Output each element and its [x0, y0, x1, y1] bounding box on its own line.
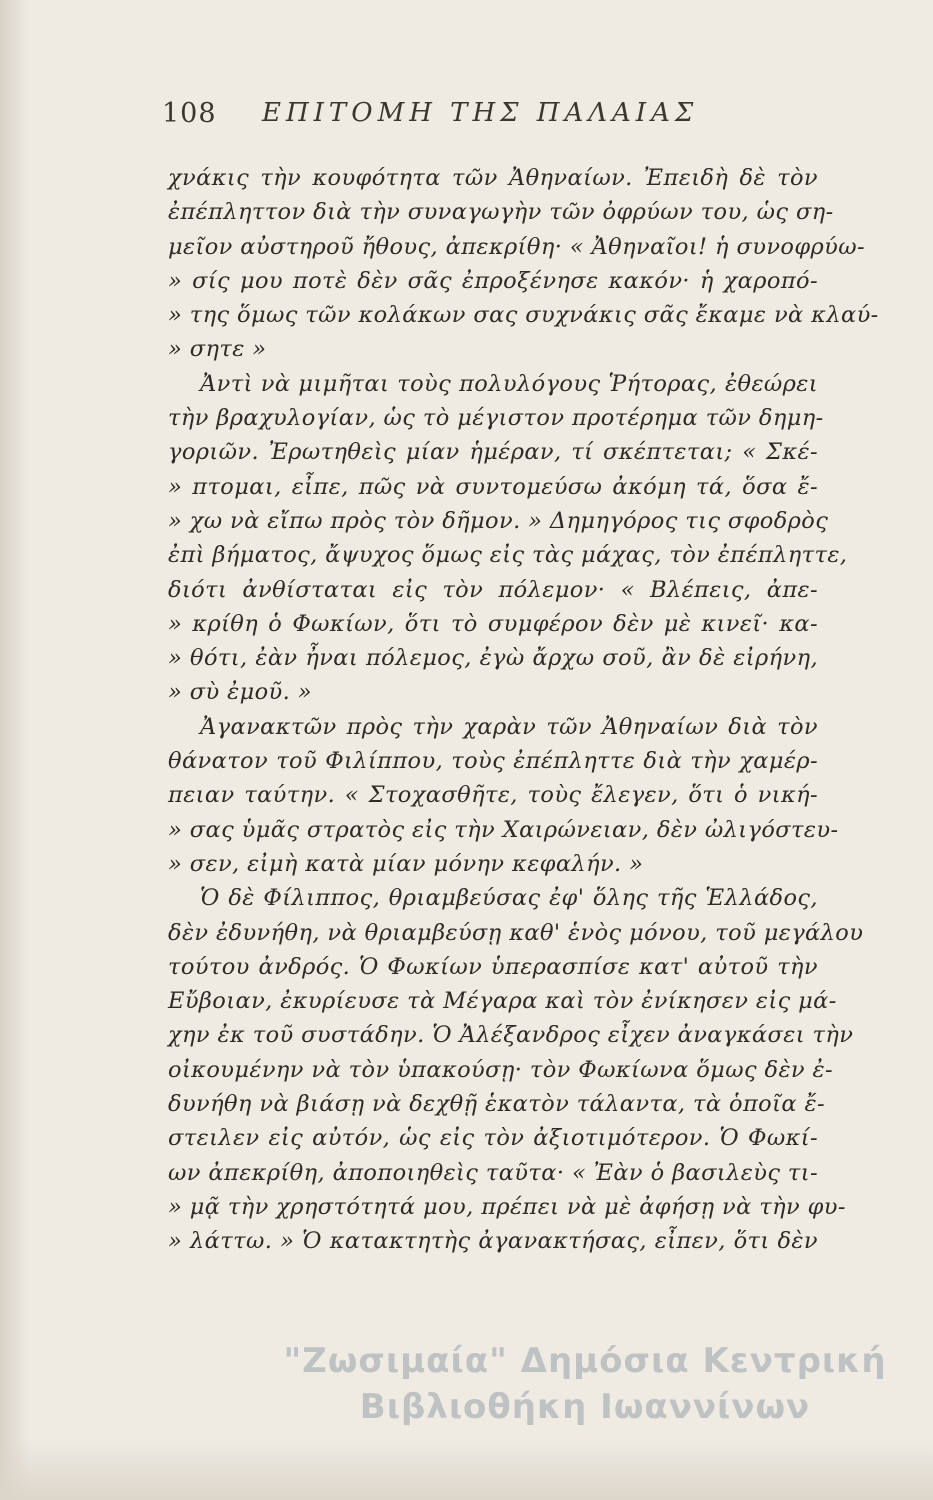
- text-line: ἐπέπληττον διὰ τὴν συναγωγὴν τῶν ὀφρύων του, ὡς ση-: [168, 199, 834, 226]
- text-line: δὲν ἐδυνήθη, νὰ θριαμβεύσῃ καθ' ἑνὸς μόνου, τοῦ μεγάλου: [168, 919, 864, 946]
- text-line: » σίς μου ποτὲ δὲν σᾶς ἐπροξένησε κακόν· ἡ χαροπό-: [168, 267, 818, 294]
- page-binding-shadow: [0, 0, 30, 1500]
- text-line: χνάκις τὴν κουφότητα τῶν Ἀθηναίων. Ἐπειδὴ δὲ τὸν: [168, 165, 818, 191]
- text-line: » σεν, εἰμὴ κατὰ μίαν μόνην κεφαλήν. »: [168, 850, 644, 877]
- text-line: τὴν βραχυλογίαν, ὡς τὸ μέγιστον προτέρημα τῶν δημη-: [168, 405, 824, 432]
- watermark-line: "Ζωσιμαία" Δημόσια Κεντρική: [283, 1341, 887, 1381]
- text-line: διότι ἀνθίσταται εἰς τὸν πόλεμον· « Βλέπεις, ἀπε-: [168, 576, 818, 603]
- text-line: δυνήθη νὰ βιάσῃ νὰ δεχθῇ ἑκατὸν τάλαντα, τὰ ὁποῖα ἔ-: [168, 1091, 825, 1118]
- text-line: » σας ὑμᾶς στρατὸς εἰς τὴν Χαιρώνειαν, δὲν ὠλιγόστευ-: [168, 816, 839, 843]
- text-line: » μᾷ τὴν χρηστότητά μου, πρέπει νὰ μὲ ἀφήσῃ νὰ τὴν φυ-: [168, 1193, 846, 1220]
- text-line: πειαν ταύτην. « Στοχασθῆτε, τοὺς ἔλεγεν, ὅτι ὁ νική-: [168, 782, 818, 809]
- text-line: τούτου ἀνδρός. Ὁ Φωκίων ὑπερασπίσε κατ' αὐτοῦ τὴν: [168, 953, 818, 980]
- body-text: [168, 161, 879, 1259]
- text-line: θάνατον τοῦ Φιλίππου, τοὺς ἐπέπληττε διὰ τὴν χαμέρ-: [168, 748, 818, 775]
- running-title: ΕΠΙΤΟΜΗ ΤΗΣ ΠΑΛΑΙΑΣ: [262, 98, 699, 128]
- text-line: » λάττω. » Ὁ κατακτητὴς ἀγανακτήσας, εἶπεν, ὅτι δὲν: [168, 1228, 818, 1255]
- text-line: οἰκουμένην νὰ τὸν ὑπακούσῃ· τὸν Φωκίωνα ὅμως δὲν ἐ-: [168, 1056, 834, 1083]
- text-line: ἐπὶ βήματος, ἄψυχος ὅμως εἰς τὰς μάχας, τὸν ἐπέπληττε,: [168, 542, 848, 569]
- text-line: στειλεν εἰς αὐτόν, ὡς εἰς τὸν ἀξιοτιμότερον. Ὁ Φωκί-: [168, 1125, 818, 1152]
- page-number: 108: [162, 98, 217, 129]
- text-line: μεῖον αὐστηροῦ ἤθους, ἀπεκρίθη· « Ἀθηναῖοι! ἡ συνοφρύω-: [168, 233, 865, 260]
- text-line: » σὺ ἐμοῦ. »: [168, 679, 312, 706]
- text-line: » θότι, ἐὰν ἦναι πόλεμος, ἐγὼ ἄρχω σοῦ, ἂν δὲ εἰρήνη,: [168, 645, 818, 672]
- text-line: Ἀγανακτῶν πρὸς τὴν χαρὰν τῶν Ἀθηναίων διὰ τὸν: [200, 713, 818, 740]
- text-line: ων ἀπεκρίθη, ἀποποιηθεὶς ταῦτα· « Ἐὰν ὁ βασιλεὺς τι-: [168, 1159, 818, 1186]
- text-line: χην ἐκ τοῦ συστάδην. Ὁ Ἀλέξανδρος εἶχεν ἀναγκάσει τὴν: [168, 1022, 854, 1049]
- text-line: γοριῶν. Ἐρωτηθεὶς μίαν ἡμέραν, τί σκέπτεται; « Σκέ-: [168, 439, 818, 466]
- text-line: Ἀντὶ νὰ μιμῆται τοὺς πολυλόγους Ῥήτορας, ἐθεώρει: [200, 370, 818, 397]
- text-line: » κρίθη ὁ Φωκίων, ὅτι τὸ συμφέρον δὲν μὲ κινεῖ· κα-: [168, 610, 818, 637]
- text-line: Εὔβοιαν, ἐκυρίευσε τὰ Μέγαρα καὶ τὸν ἐνίκησεν εἰς μά-: [168, 988, 837, 1015]
- text-line: » πτομαι, εἶπε, πῶς νὰ συντομεύσω ἀκόμη τά, ὅσα ἔ-: [168, 473, 818, 500]
- text-line: » της ὅμως τῶν κολάκων σας συχνάκις σᾶς ἔκαμε νὰ κλαύ-: [168, 302, 879, 329]
- text-line: » σητε »: [168, 336, 267, 363]
- watermark-line: Βιβλιοθήκη Ιωαννίνων: [359, 1387, 811, 1427]
- text-line: Ὁ δὲ Φίλιππος, θριαμβεύσας ἐφ' ὅλης τῆς Ἑλλάδος,: [200, 885, 818, 912]
- page-bottom-shadow: [0, 1440, 933, 1500]
- running-head: [162, 98, 762, 138]
- library-watermark: [240, 1338, 930, 1430]
- text-line: » χω νὰ εἴπω πρὸς τὸν δῆμον. » Δημηγόρος τις σφοδρὸς: [168, 507, 829, 534]
